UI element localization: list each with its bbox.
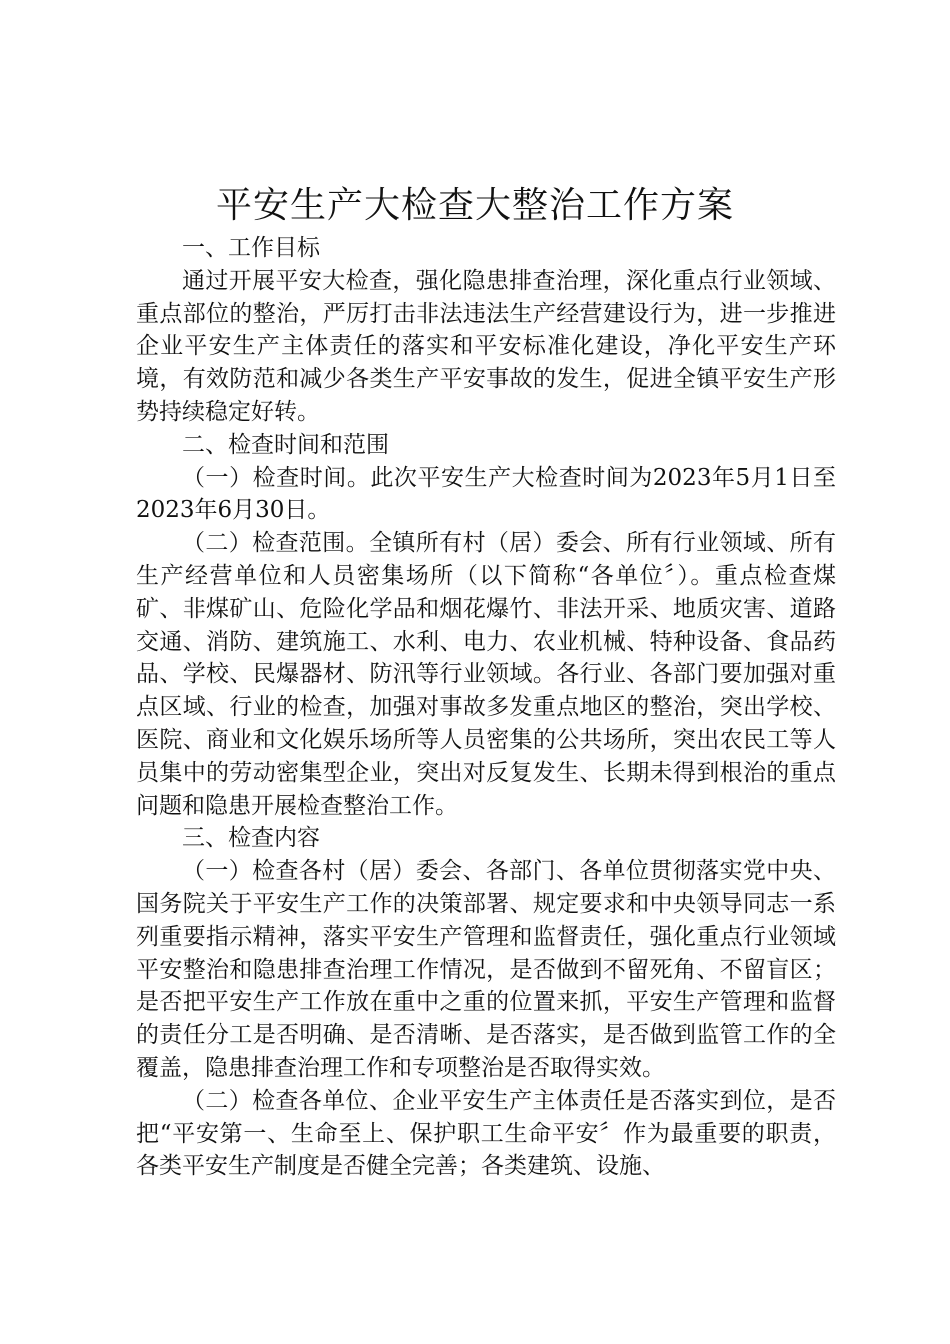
paragraph: （一）检查时间。此次平安生产大检查时间为2023年5月1日至2023年6月30日。	[136, 464, 836, 524]
document-body	[136, 232, 836, 1183]
paragraph: 通过开展平安大检查，强化隐患排查治理，深化重点行业领域、重点部位的整治，严厉打击非法违法生产经营建设行为，进一步推进企业平安生产主体责任的落实和平安标准化建设，净化平安生产环境，有效防范和减少各类生产平安事故的发生，促进全镇平安生产形势持续稳定好转。	[136, 267, 836, 425]
paragraph: （二）检查各单位、企业平安生产主体责任是否落实到位，是否把“平安第一、生命至上、保护职工生命平安〞作为最重要的职责，各类平安生产制度是否健全完善；各类建筑、设施、	[136, 1087, 836, 1180]
section-heading: 二、检查时间和范围	[182, 431, 389, 458]
section-heading: 一、工作目标	[182, 235, 320, 261]
document-title: 平安生产大检查大整治工作方案	[215, 185, 734, 226]
paragraph: （二）检查范围。全镇所有村（居）委会、所有行业领域、所有生产经营单位和人员密集场所（以下简称“各单位〞）。重点检查煤矿、非煤矿山、危险化学品和烟花爆竹、非法开采、地质灾害、道路交通、消防、建筑施工、水利、电力、农业机械、特种设备、食品药品、学校、民爆器材、防汛等行业领域。各行业、各部门要加强对重点区域、行业的检查，加强对事故多发重点地区的整治，突出学校、医院、商业和文化娱乐场所等人员密集的公共场所，突出农民工等人员集中的劳动密集型企业，突出对反复发生、长期未得到根治的重点问题和隐患开展检查整治工作。	[136, 530, 836, 819]
paragraph: （一）检查各村（居）委会、各部门、各单位贯彻落实党中央、国务院关于平安生产工作的决策部署、规定要求和中央领导同志一系列重要指示精神，落实平安生产管理和监督责任，强化重点行业领域平安整治和隐患排查治理工作情况，是否做到不留死角、不留盲区；是否把平安生产工作放在重中之重的位置来抓，平安生产管理和监督的责任分工是否明确、是否清晰、是否落实，是否做到监管工作的全覆盖，隐患排查治理工作和专项整治是否取得实效。	[136, 858, 836, 1081]
section-heading: 三、检查内容	[182, 825, 320, 852]
